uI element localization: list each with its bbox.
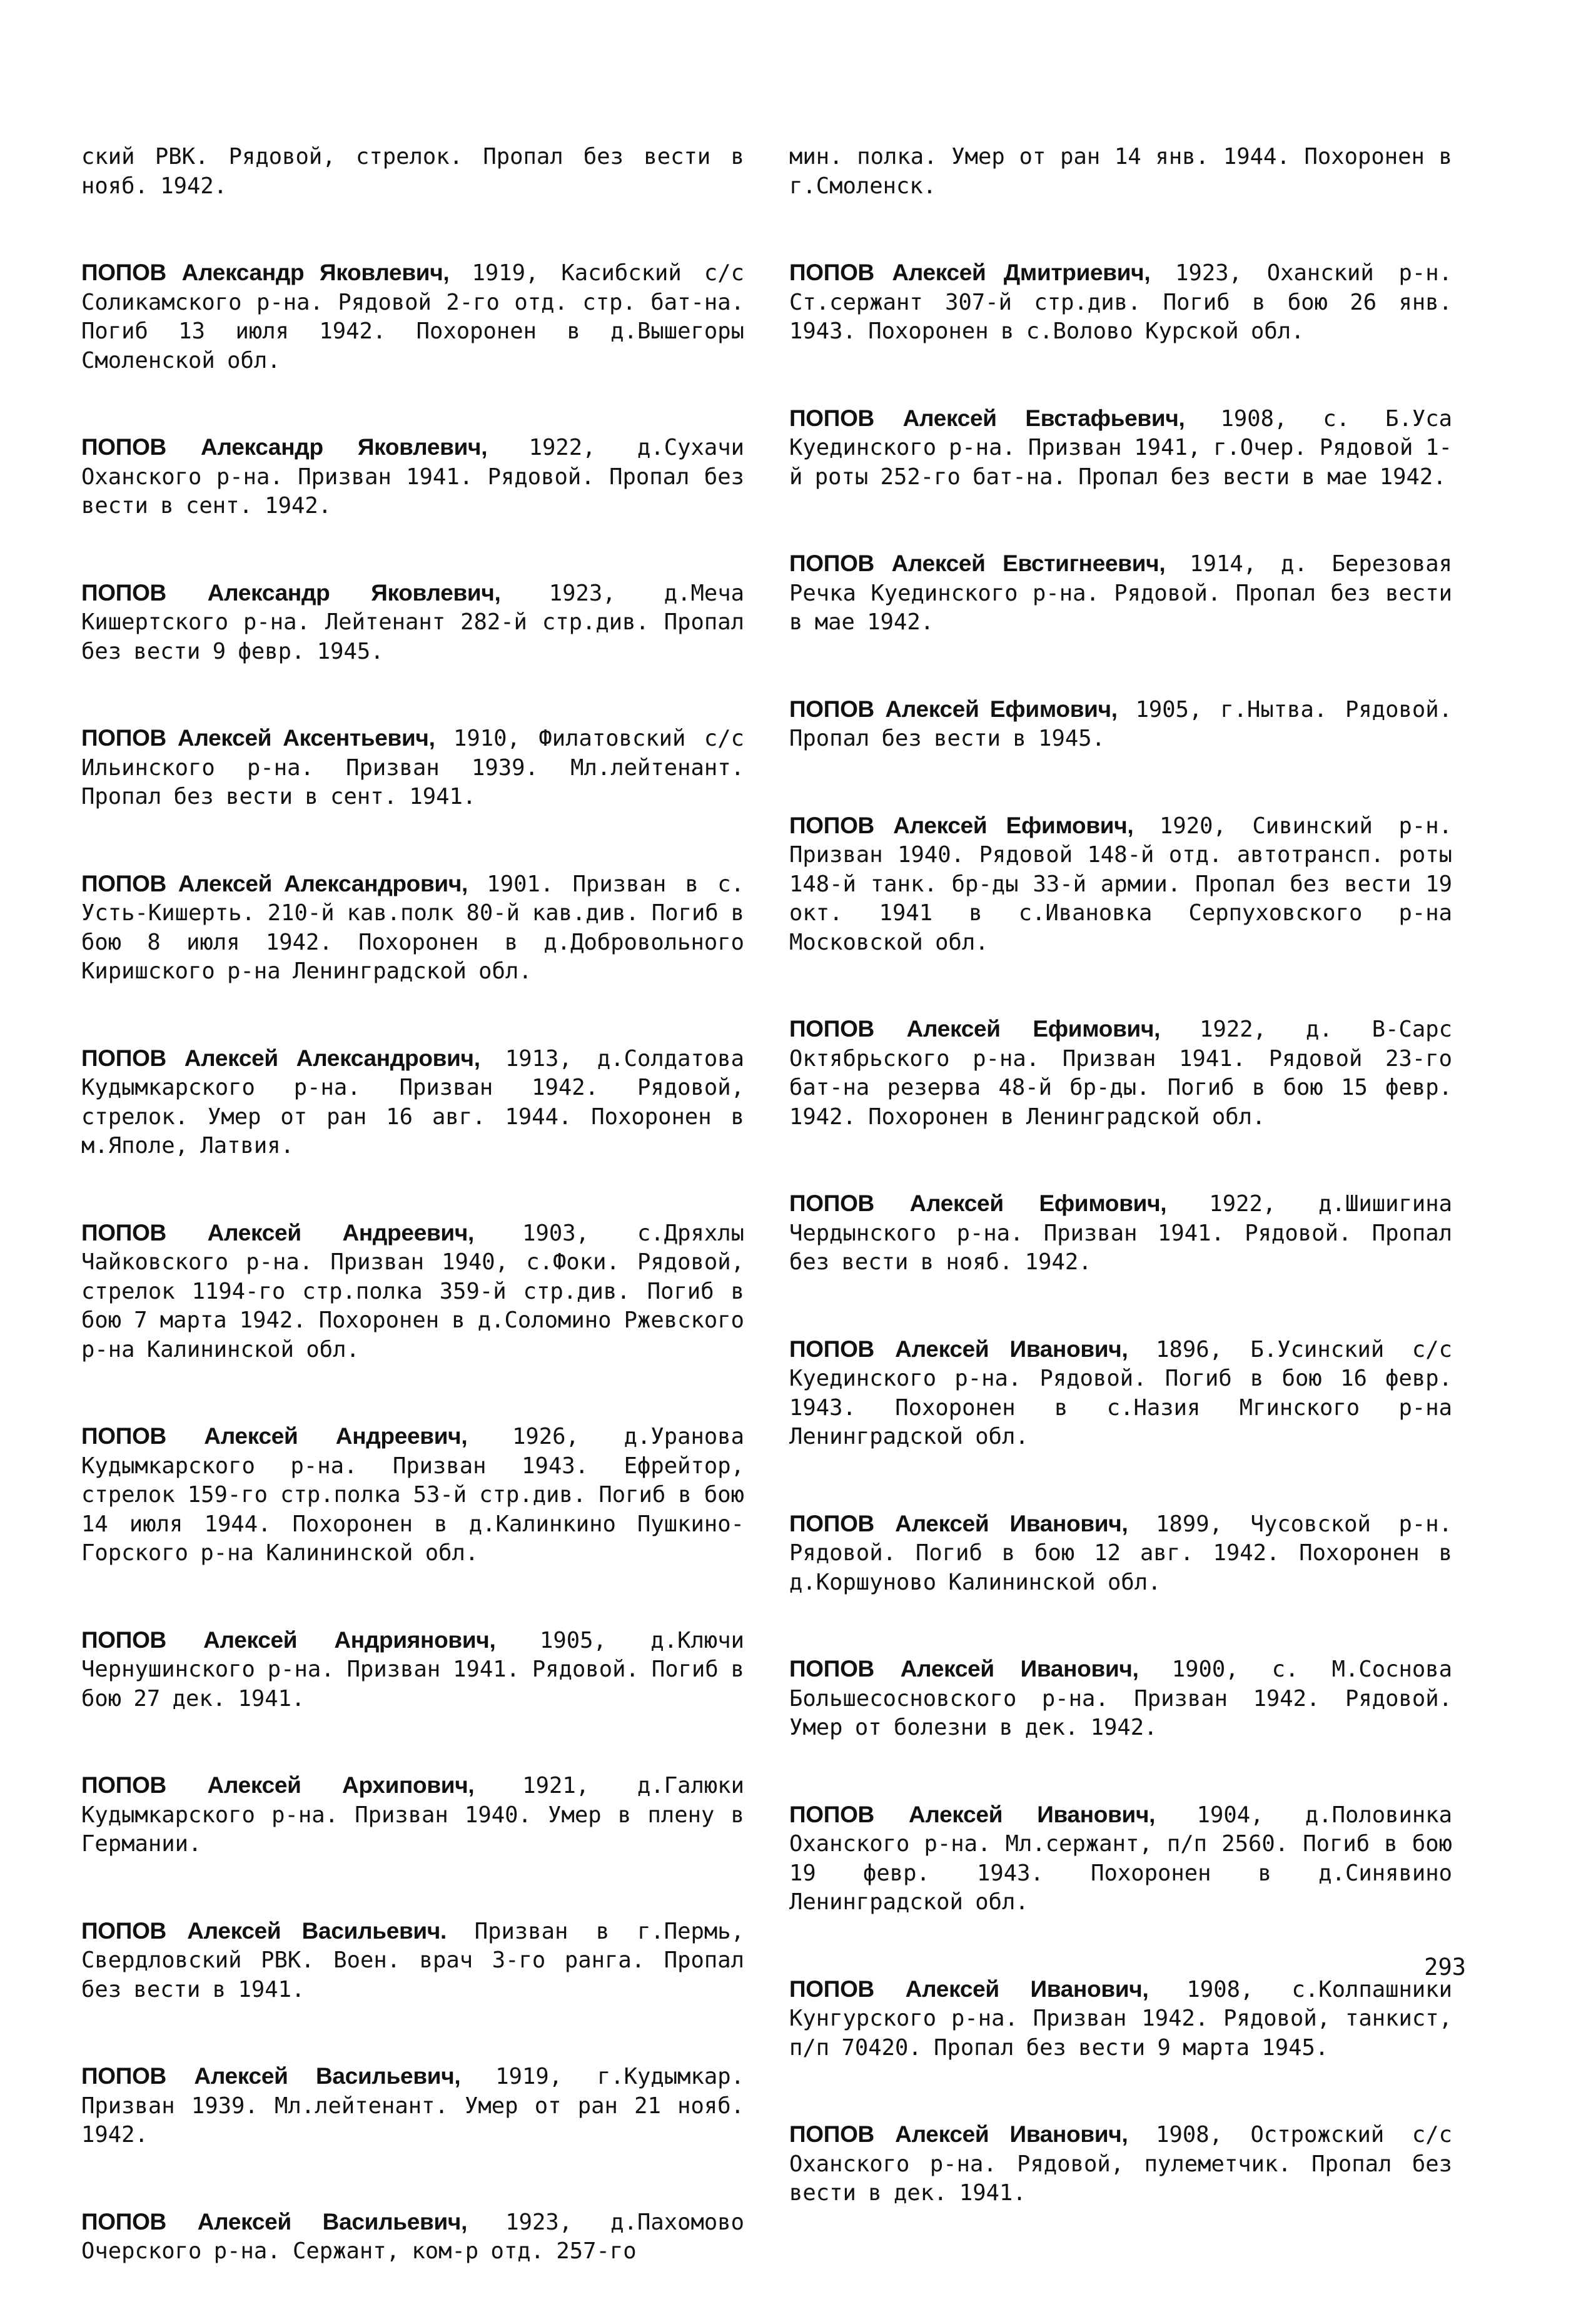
entry-text: 1905, г.Нытва. Рядовой. Пропал без вести в 1945. xyxy=(789,696,1452,751)
entry-text: 1922, д. В-Сарс Октябрьского р-на. Призван 1941. Рядовой 23-го бат-на резерва 48-й бр-ды. Погиб в бою 15 февр. 1942. Похоронен в Ленинградской обл. xyxy=(789,1017,1452,1130)
entry-name: ПОПОВ Алексей Иванович, xyxy=(789,1336,1128,1362)
entry-name: ПОПОВ Алексей Ефимович, xyxy=(789,1190,1167,1216)
entry-text: ский РВК. Рядовой, стрелок. Пропал без вести в нояб. 1942. xyxy=(81,144,744,199)
entry-text: 1899, Чусовской р-н. Рядовой. Погиб в бою 12 авг. 1942. Похоронен в д.Коршуново Калининской обл. xyxy=(789,1511,1452,1595)
biography-entry xyxy=(81,724,744,812)
entry-text: 1908, с. Б.Уса Куединского р-на. Призван 1941, г.Очер. Рядовой 1-й роты 252-го бат-на. Пропал без вести в мае 1942. xyxy=(789,405,1452,490)
entry-name: ПОПОВ Алексей Васильевич. xyxy=(81,1917,447,1944)
entry-text: 1921, д.Галюки Кудымкарского р-на. Призван 1940. Умер в плену в Германии. xyxy=(81,1773,744,1857)
entry-text: 1901. Призван в с. Усть-Кишерть. 210-й кав.полк 80-й кав.див. Погиб в бою 8 июля 1942. Похоронен в д.Добровольного Киришского р-на Ленинградской обл. xyxy=(81,871,744,984)
entry-text: 1919, г.Кудымкар. Призван 1939. Мл.лейтенант. Умер от ран 21 нояб. 1942. xyxy=(81,2064,744,2148)
biography-entry xyxy=(789,404,1452,492)
biography-entry xyxy=(81,1422,744,1568)
entry-name: ПОПОВ Алексей Александрович, xyxy=(81,1045,480,1071)
biography-entry xyxy=(81,1626,744,1714)
entry-name: ПОПОВ Алексей Евстафьевич, xyxy=(789,405,1185,431)
entry-text: 1896, Б.Усинский с/с Куединского р-на. Рядовой. Погиб в бою 16 февр. 1943. Похоронен в с.Назия Мгинского р-на Ленинградской обл. xyxy=(789,1336,1452,1449)
entry-text: 1926, д.Уранова Кудымкарского р-на. Призван 1943. Ефрейтор, стрелок 159-го стр.полка 53-й стр.див. Погиб в бою 14 июля 1944. Похоронен в д.Калинкино Пушкино-Горского р-на Калининской обл. xyxy=(81,1424,745,1566)
entry-name: ПОПОВ Алексей Васильевич, xyxy=(81,2208,468,2235)
biography-entry xyxy=(81,1219,744,1365)
entry-name: ПОПОВ Алексей Ефимович, xyxy=(789,812,1134,838)
biography-entry xyxy=(81,258,744,375)
entry-name: ПОПОВ Алексей Иванович, xyxy=(789,1510,1128,1536)
entry-name: ПОПОВ Алексей Александрович, xyxy=(81,870,468,896)
entry-name: ПОПОВ Александр Яковлевич, xyxy=(81,579,501,606)
biography-entry xyxy=(81,1917,744,2005)
biography-entry xyxy=(789,2120,1452,2208)
biography-entry xyxy=(81,2208,744,2266)
biography-entry xyxy=(789,1975,1452,2063)
biography-entry xyxy=(789,549,1452,637)
entry-text: 1905, д.Ключи Чернушинского р-на. Призван 1941. Рядовой. Погиб в бою 27 дек. 1941. xyxy=(81,1627,744,1712)
biography-entry xyxy=(81,579,744,667)
entry-text: 1922, д.Шишигина Чердынского р-на. Призван 1941. Рядовой. Пропал без вести в нояб. 1942. xyxy=(789,1191,1452,1275)
entry-text: 1919, Касибский с/с Соликамского р-на. Рядовой 2-го отд. стр. бат-на. Погиб 13 июля 1942. Похоронен в д.Вышегоры Смоленской обл. xyxy=(81,260,744,373)
entry-text: 1900, с. М.Соснова Большесосновского р-на. Призван 1942. Рядовой. Умер от болезни в дек. 1942. xyxy=(789,1657,1452,1740)
biography-entry xyxy=(81,1771,744,1859)
entry-text: 1908, Острожский с/с Оханского р-на. Рядовой, пулеметчик. Пропал без вести в дек. 1941. xyxy=(789,2122,1452,2206)
entry-text: 1920, Сивинский р-н. Призван 1940. Рядовой 148-й отд. автотрансп. роты 148-й танк. бр-ды 33-й армии. Пропал без вести 19 окт. 1941 в с.Ивановка Серпуховского р-на Московской обл. xyxy=(789,813,1452,955)
biography-entry xyxy=(789,1800,1452,1917)
entry-text: 1910, Филатовский с/с Ильинского р-на. Призван 1939. Мл.лейтенант. Пропал без вести в сент. 1941. xyxy=(81,726,744,809)
biography-entry xyxy=(81,1044,744,1161)
biography-entry xyxy=(789,1655,1452,1743)
entry-name: ПОПОВ Алексей Аксентьевич, xyxy=(81,725,435,751)
entry-continuation xyxy=(81,143,744,201)
entry-name: ПОПОВ Алексей Иванович, xyxy=(789,1976,1149,2002)
biography-entry xyxy=(789,1189,1452,1277)
entry-name: ПОПОВ Алексей Ефимович, xyxy=(789,696,1118,722)
biography-entry xyxy=(81,2062,744,2150)
entry-text: 1923, Оханский р-н. Ст.сержант 307-й стр.див. Погиб в бою 26 янв. 1943. Похоронен в с.Волово Курской обл. xyxy=(789,260,1452,344)
entry-name: ПОПОВ Алексей Андреевич, xyxy=(81,1423,468,1449)
entry-name: ПОПОВ Алексей Васильевич, xyxy=(81,2063,461,2089)
entry-name: ПОПОВ Алексей Иванович, xyxy=(789,2121,1128,2147)
entry-text: 1908, с.Колпашники Кунгурского р-на. Призван 1942. Рядовой, танкист, п/п 70420. Пропал без вести 9 марта 1945. xyxy=(789,1976,1452,2061)
entry-text: 1914, д. Березовая Речка Куединского р-на. Рядовой. Пропал без вести в мае 1942. xyxy=(789,551,1452,635)
entry-text: 1923, д.Пахомово Очерского р-на. Сержант, ком-р отд. 257-го xyxy=(81,2209,744,2264)
page-number: 293 xyxy=(1424,1954,1466,1981)
entry-name: ПОПОВ Алексей Андриянович, xyxy=(81,1626,496,1653)
entry-name: ПОПОВ Алексей Иванович, xyxy=(789,1656,1139,1682)
biography-entry xyxy=(789,811,1452,958)
biography-entry xyxy=(789,258,1452,347)
entry-name: ПОПОВ Алексей Ефимович, xyxy=(789,1016,1161,1042)
entry-text: 1904, д.Половинка Оханского р-на. Мл.сержант, п/п 2560. Погиб в бою 19 февр. 1943. Похоронен в д.Синявино Ленинградской обл. xyxy=(789,1802,1452,1915)
entry-name: ПОПОВ Алексей Дмитриевич, xyxy=(789,260,1151,285)
biography-entry xyxy=(81,433,744,521)
right-column xyxy=(789,143,1452,2266)
biography-entry xyxy=(81,870,744,987)
entry-text: 1922, д.Сухачи Оханского р-на. Призван 1941. Рядовой. Пропал без вести в сент. 1942. xyxy=(81,435,744,519)
entry-name: ПОПОВ Алексей Иванович, xyxy=(789,1801,1156,1827)
entry-name: ПОПОВ Алексей Андреевич, xyxy=(81,1219,475,1246)
entry-name: ПОПОВ Александр Яковлевич, xyxy=(81,260,450,285)
entry-name: ПОПОВ Александр Яковлевич, xyxy=(81,434,488,460)
entry-name: ПОПОВ Алексей Архипович, xyxy=(81,1772,475,1798)
biography-entry xyxy=(789,1015,1452,1132)
left-column xyxy=(81,143,744,2324)
biography-entry xyxy=(789,1510,1452,1598)
biography-entry xyxy=(789,1335,1452,1452)
entry-continuation xyxy=(789,143,1452,201)
entry-text: 1923, д.Меча Кишертского р-на. Лейтенант 282-й стр.див. Пропал без вести 9 февр. 1945. xyxy=(81,580,744,664)
entry-text: 1913, д.Солдатова Кудымкарского р-на. Призван 1942. Рядовой, стрелок. Умер от ран 16 авг. 1944. Похоронен в м.Яполе, Латвия. xyxy=(81,1045,744,1159)
entry-text: мин. полка. Умер от ран 14 янв. 1944. Похоронен в г.Смоленск. xyxy=(789,144,1452,199)
biography-entry xyxy=(789,695,1452,754)
entry-text: Призван в г.Пермь, Свердловский РВК. Воен. врач 3-го ранга. Пропал без вести в 1941. xyxy=(81,1918,744,2002)
entry-text: 1903, с.Дряхлы Чайковского р-на. Призван 1940, с.Фоки. Рядовой, стрелок 1194-го стр.полка 359-й стр.див. Погиб в бою 7 марта 1942. Похоронен в д.Соломино Ржевского р-на Калининской обл. xyxy=(81,1220,745,1362)
entry-name: ПОПОВ Алексей Евстигнеевич, xyxy=(789,551,1166,576)
